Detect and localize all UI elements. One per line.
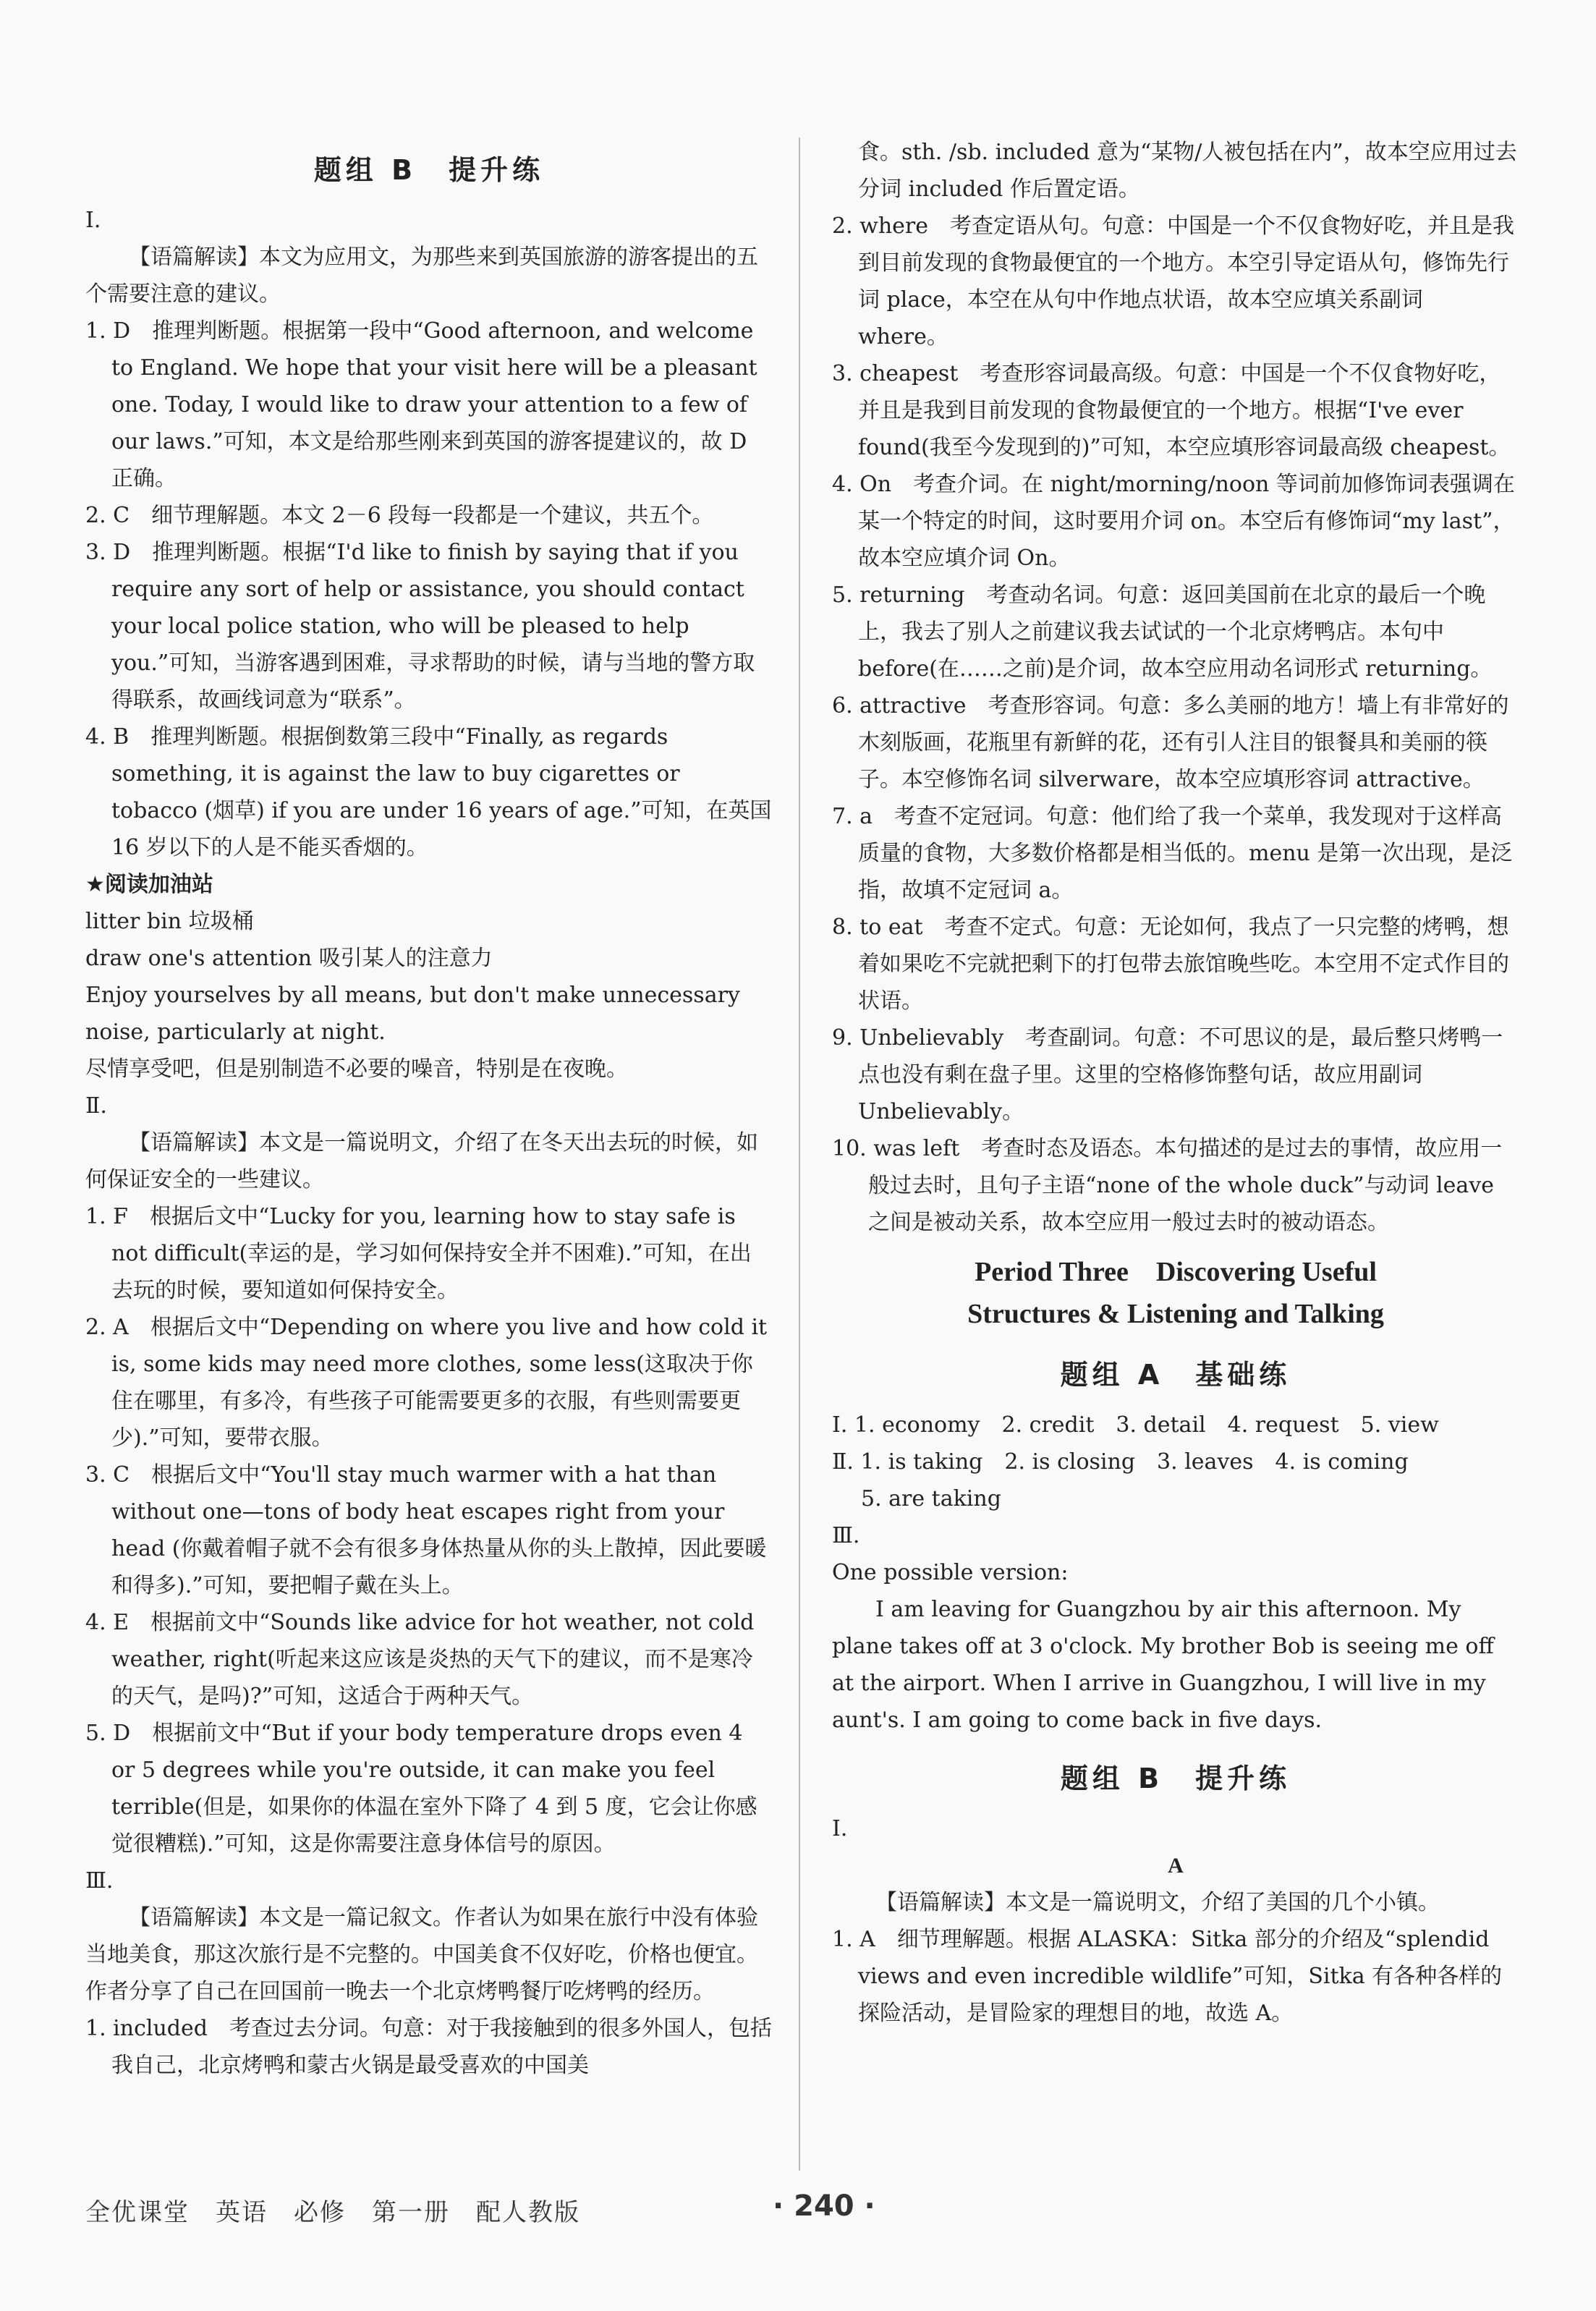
answer-line: Ⅰ. 1. economy 2. credit 3. detail 4. request 5. view [832, 1412, 1439, 1438]
answer-item: 3. C 根据后文中“You'll stay much warmer with a hat than without one—tons of body heat escapes right from your head (你戴着帽子就不会有很多身体热量从你的头上散掉，因此要暖和得多).”可知，要把帽子戴在头上。 [85, 1462, 767, 1598]
page-footer [85, 2189, 1525, 2236]
answer-item: 1. included 考查过去分词。句意：对于我接触到的很多外国人，包括我自己，北京烤鸭和蒙古火锅是最受喜欢的中国美 [85, 2016, 772, 2078]
section-heading: 题组 A 基础练 [1060, 1359, 1291, 1391]
answer-line: Ⅱ. 1. is taking 2. is closing 3. leaves 4. is coming [832, 1449, 1409, 1475]
section-heading: 题组 B 提升练 [313, 154, 545, 186]
answer-item: 4. B 推理判断题。根据倒数第三段中“Finally, as regards something, it is against the law to buy cigarettes or tobacco (烟草) if you are under 16 years of age.”可知，在英国 16 岁以下的人是不能买香烟的。 [85, 724, 772, 860]
section-number: Ⅲ. [85, 1868, 114, 1894]
section-number: Ⅰ. [832, 1816, 848, 1841]
period-title-line2: Structures & Listening and Talking [967, 1299, 1384, 1329]
answer-item: 1. F 根据后文中“Lucky for you, learning how to stay safe is not difficult(幸运的是，学习如何保持安全并不困难).”可知，在出去玩的时候，要知道如何保持安全。 [85, 1204, 752, 1303]
section-number: Ⅰ. [85, 208, 101, 233]
reading-boost-title: ★阅读加油站 [85, 872, 213, 897]
page-number: · 240 · [773, 2189, 875, 2223]
column-divider [799, 137, 800, 2171]
answer-item: 2. where 考查定语从句。句意：中国是一个不仅食物好吃，并且是我到目前发现的食物最便宜的一个地方。本空引导定语从句，修饰先行词 place，本空在从句中作地点状语，故本空应填关系副词 where。 [832, 213, 1515, 349]
answer-item: 9. Unbelievably 考查副词。句意：不可思议的是，最后整只烤鸭一点也没有剩在盘子里。这里的空格修饰整句话，故应用副词 Unbelievably。 [832, 1025, 1503, 1124]
vocab-line: draw one's attention 吸引某人的注意力 [85, 946, 493, 971]
section-number: Ⅱ. [85, 1093, 107, 1119]
vocab-line: litter bin 垃圾桶 [85, 909, 254, 934]
sample-essay: I am leaving for Guangzhou by air this afternoon. My plane takes off at 3 o'clock. My brother Bob is seeing me off at the airport. When I arrive in Guangzhou, I will live in my aunt's. I am going to come back in five days. [832, 1597, 1494, 1733]
book-title: 全优课堂 英语 必修 第一册 配人教版 [85, 2198, 580, 2227]
answer-item: 6. attractive 考查形容词。句意：多么美丽的地方！墙上有非常好的木刻版画，花瓶里有新鲜的花，还有引人注目的银餐具和美丽的筷子。本空修饰名词 silverware，故本空应填形容词 attractive。 [832, 693, 1509, 792]
section-number: Ⅲ. [832, 1523, 860, 1548]
right-column [832, 134, 1519, 2032]
passage-intro: 【语篇解读】本文是一篇记叙文。作者认为如果在旅行中没有体验当地美食，那这次旅行是不完整的。中国美食不仅好吃，价格也便宜。作者分享了自己在回国前一晚去一个北京烤鸭餐厅吃烤鸭的经历。 [85, 1905, 758, 2004]
left-column [85, 130, 773, 2084]
answer-item: 10. was left 考查时态及语态。本句描述的是过去的事情，故应用一般过去时，且句子主语“none of the whole duck”与动词 leave 之间是被动关系，故本空应用一般过去时的被动语态。 [832, 1136, 1503, 1235]
answer-item: 5. D 根据前文中“But if your body temperature drops even 4 or 5 degrees while you're outside, it can make you feel terrible(但是，如果你的体温在室外下降了 4 到 5 度，它会让你感觉很糟糕).”可知，这是你需要注意身体信号的原因。 [85, 1721, 757, 1857]
section-heading: 题组 B 提升练 [1060, 1763, 1291, 1794]
version-label: One possible version: [832, 1560, 1069, 1585]
answer-item: 3. cheapest 考查形容词最高级。句意：中国是一个不仅食物好吃，并且是我到目前发现的食物最便宜的一个地方。根据“I've ever found(我至今发现到的)”可知，本空应填形容词最高级 cheapest。 [832, 361, 1511, 460]
answer-item: 2. A 根据后文中“Depending on where you live and how cold it is, some kids may need more clothes, some less(这取决于你住在哪里，有多冷，有些孩子可能需要更多的衣服，有些则需要更少).”可知，要带衣服。 [85, 1315, 768, 1451]
answer-item: 8. to eat 考查不定式。句意：无论如何，我点了一只完整的烤鸭，想着如果吃不完就把剩下的打包带去旅馆晚些吃。本空用不定式作目的状语。 [832, 915, 1509, 1014]
answer-item: 3. D 推理判断题。根据“I'd like to finish by saying that if you require any sort of help or assistance, you should contact your local police station, who will be pleased to help you.”可知，当游客遇到困难，寻求帮助的时候，请与当地的警方取得联系，故画线词意为“联系”。 [85, 540, 755, 713]
passage-intro: 【语篇解读】本文为应用文，为那些来到英国旅游的游客提出的五个需要注意的建议。 [85, 245, 758, 307]
answer-item: 4. E 根据前文中“Sounds like advice for hot weather, not cold weather, right(听起来这应该是炎热的天气下的建议，而不是寒冷的天气，是吗)?”可知，这适合于两种天气。 [85, 1610, 755, 1709]
period-title-line1: Period Three Discovering Useful [975, 1257, 1377, 1287]
answer-item: 5. returning 考查动名词。句意：返回美国前在北京的最后一个晚上，我去了别人之前建议我去试试的一个北京烤鸭店。本句中 before(在……之前)是介词，故本空应用动名词形式 returning。 [832, 582, 1493, 682]
vocab-line: 尽情享受吧，但是别制造不必要的噪音，特别是在夜晚。 [85, 1056, 628, 1082]
answer-item: 4. On 考查介词。在 night/morning/noon 等词前加修饰词表强调在某一个特定的时间，这时要用介词 on。本空后有修饰词“my last”，故本空应填介词 On。 [832, 472, 1515, 571]
answer-item: 1. A 细节理解题。根据 ALASKA：Sitka 部分的介绍及“splendid views and even incredible wildlife”可知，Sitka 有各种各样的探险活动，是冒险家的理想目的地，故选 A。 [832, 1927, 1503, 2026]
passage-intro: 【语篇解读】本文是一篇说明文，介绍了美国的几个小镇。 [875, 1890, 1440, 1915]
answer-item: 1. D 推理判断题。根据第一段中“Good afternoon, and welcome to England. We hope that your visit here will be a pleasant one. Today, I would like to draw your attention to a few of our laws.”可知，本文是给那些刚来到英国的游客提建议的，故 D 正确。 [85, 318, 757, 491]
passage-intro: 【语篇解读】本文是一篇说明文，介绍了在冬天出去玩的时候，如何保证安全的一些建议。 [85, 1130, 758, 1192]
answer-item: 2. C 细节理解题。本文 2－6 段每一段都是一个建议，共五个。 [85, 503, 714, 528]
answer-item: 7. a 考查不定冠词。句意：他们给了我一个菜单，我发现对于这样高质量的食物，大多数价格都是相当低的。menu 是第一次出现，是泛指，故填不定冠词 a。 [832, 804, 1513, 903]
answer-line: 5. are taking [861, 1486, 1001, 1511]
part-label: A [1168, 1854, 1184, 1878]
continued-text: 食。sth. /sb. included 意为“某物/人被包括在内”，故本空应用过去分词 included 作后置定语。 [858, 140, 1517, 202]
vocab-line: Enjoy yourselves by all means, but don't make unnecessary noise, particularly at night. [85, 983, 740, 1045]
